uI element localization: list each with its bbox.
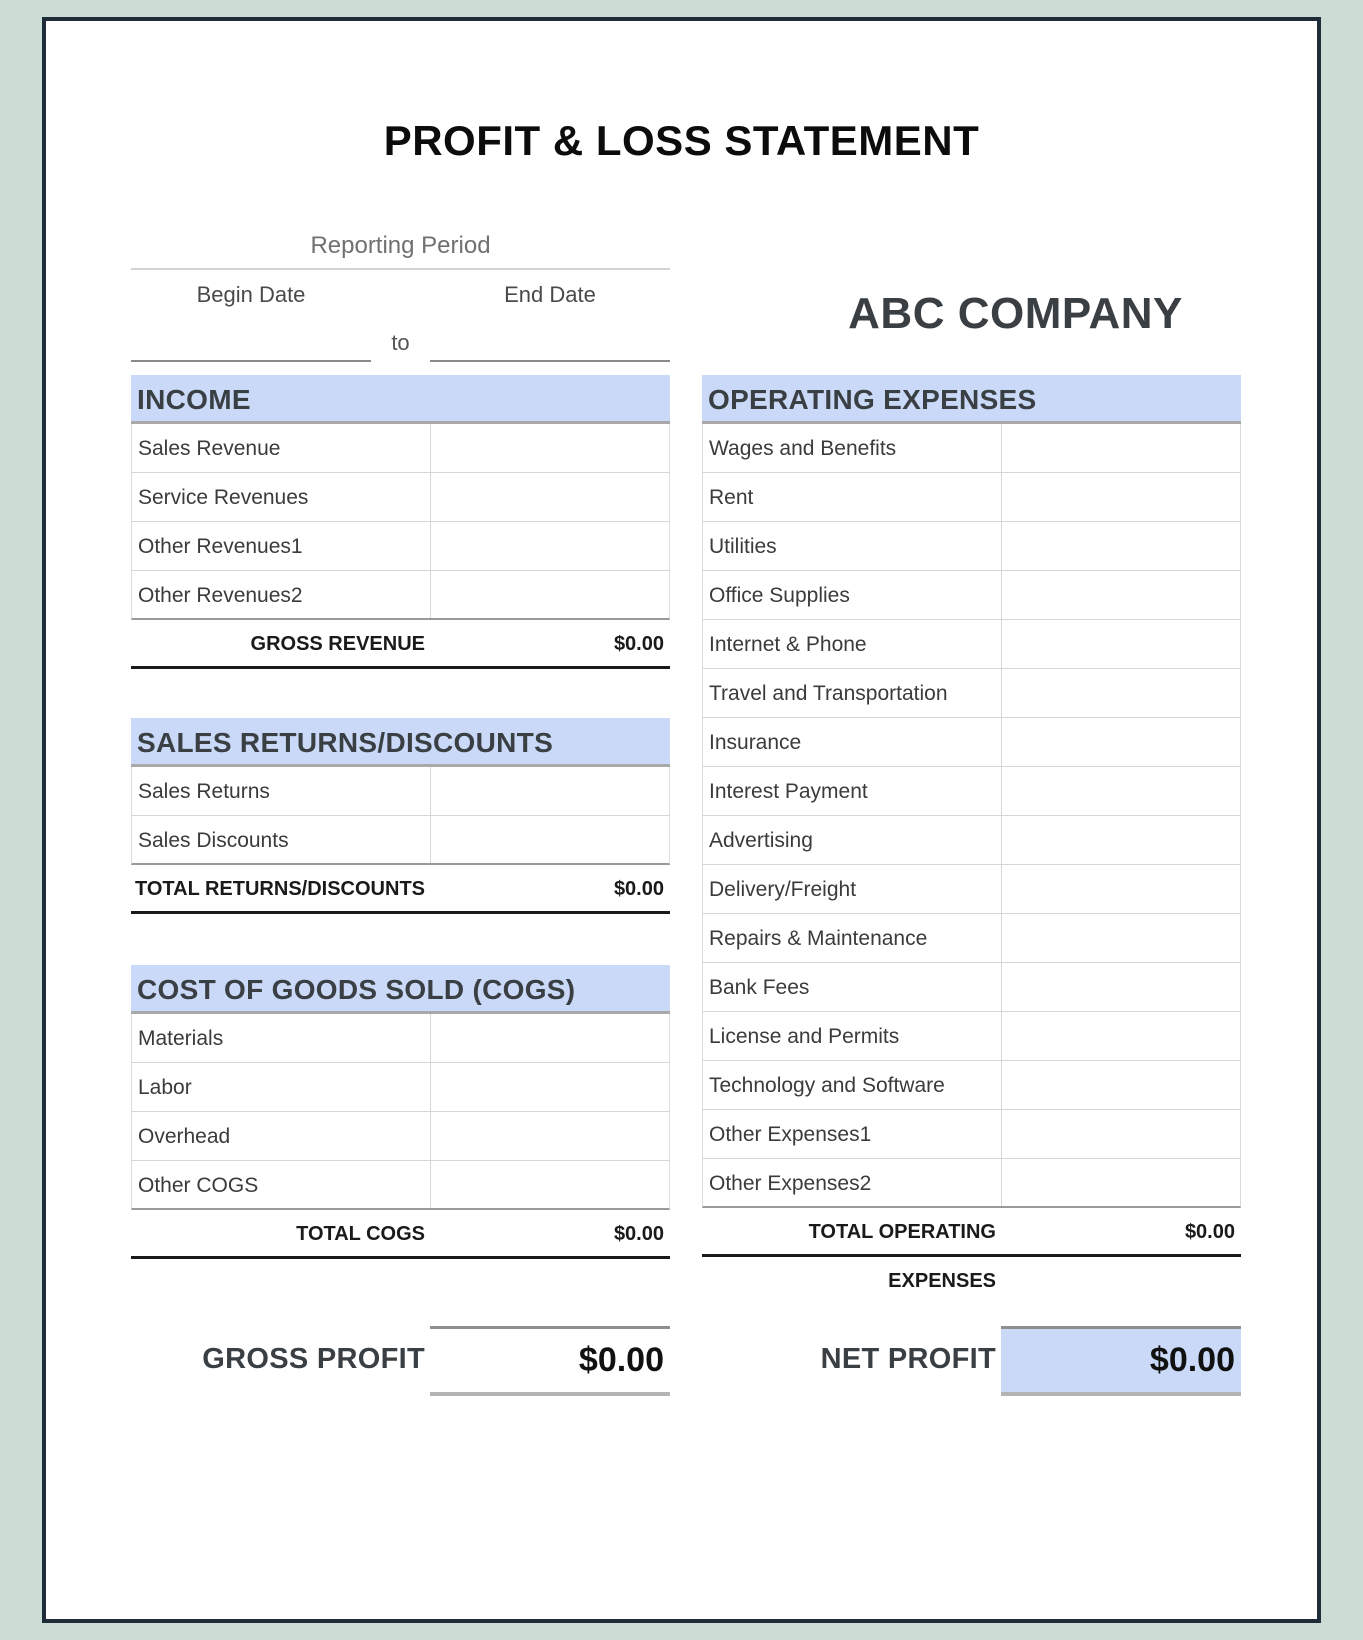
page-title: PROFIT & LOSS STATEMENT [383,117,980,164]
amount-cell[interactable] [1002,1061,1240,1109]
row-label: Wages and Benefits [703,424,1002,472]
row-label: License and Permits [703,1012,1002,1060]
row-label: Rent [703,473,1002,521]
table-row [131,1063,670,1112]
amount-cell[interactable] [1002,669,1240,717]
row-label: Internet & Phone [703,620,1002,668]
table-row [131,1014,670,1063]
statement-sheet [42,17,1321,1623]
total-cogs [131,1210,670,1259]
table-row [702,1012,1241,1061]
amount-cell[interactable] [431,1063,669,1111]
table-row [702,1110,1241,1159]
opex-section [702,375,1241,1292]
row-label: Overhead [132,1112,431,1160]
row-label: Insurance [703,718,1002,766]
net-profit [702,1326,1241,1396]
table-row [702,963,1241,1012]
row-label: Other Expenses1 [703,1110,1002,1158]
table-row [131,424,670,473]
gross-profit-value: $0.00 [430,1326,670,1396]
total-operating-expenses [702,1208,1241,1292]
end-date-field[interactable] [430,360,670,362]
row-label: Materials [132,1014,431,1062]
table-row [131,1112,670,1161]
net-profit-value: $0.00 [1001,1326,1241,1396]
income-section [131,375,670,669]
table-row [702,669,1241,718]
table-row [702,424,1241,473]
table-row [131,473,670,522]
cogs-section [131,965,670,1259]
row-label: Other Revenues1 [132,522,431,570]
table-row [702,914,1241,963]
amount-cell[interactable] [1002,522,1240,570]
period-dates [131,270,670,368]
table-row [702,718,1241,767]
gross-profit [131,1326,670,1396]
row-label: Sales Discounts [132,816,431,863]
row-label: Travel and Transportation [703,669,1002,717]
opex-header: OPERATING EXPENSES [702,375,1241,424]
total-value: $0.00 [1184,1221,1235,1243]
amount-cell[interactable] [1002,865,1240,913]
amount-cell[interactable] [431,522,669,570]
row-label: Technology and Software [703,1061,1002,1109]
amount-cell[interactable] [1002,963,1240,1011]
amount-cell[interactable] [431,571,669,618]
table-row [131,522,670,571]
table-row [702,571,1241,620]
amount-cell[interactable] [431,1112,669,1160]
company-name[interactable]: ABC COMPANY [848,289,1183,338]
total-value: $0.00 [613,1223,664,1245]
amount-cell[interactable] [1002,816,1240,864]
amount-cell[interactable] [1002,571,1240,619]
cogs-header: COST OF GOODS SOLD (COGS) [131,965,670,1014]
row-label: Labor [132,1063,431,1111]
total-returns [131,865,670,914]
total-label: TOTAL RETURNS/DISCOUNTS [134,878,425,900]
row-label: Other COGS [132,1161,431,1208]
gross-revenue-total [131,620,670,669]
amount-cell[interactable] [431,816,669,863]
amount-cell[interactable] [431,767,669,815]
to-label: to [391,330,410,355]
table-row [702,816,1241,865]
amount-cell[interactable] [431,424,669,472]
total-value: $0.00 [613,633,664,655]
table-row [702,865,1241,914]
row-label: Other Expenses2 [703,1159,1002,1206]
row-label: Advertising [703,816,1002,864]
row-label: Utilities [703,522,1002,570]
row-label: Service Revenues [132,473,431,521]
amount-cell[interactable] [1002,424,1240,472]
table-row [702,620,1241,669]
row-label: Office Supplies [703,571,1002,619]
table-row [131,571,670,620]
reporting-period-label: Reporting Period [131,232,670,270]
gross-profit-label: GROSS PROFIT [202,1343,425,1375]
row-label: Delivery/Freight [703,865,1002,913]
begin-date-field[interactable] [131,360,371,362]
total-value: $0.00 [613,878,664,900]
total-label: GROSS REVENUE [250,633,425,655]
table-row [131,767,670,816]
amount-cell[interactable] [1002,914,1240,962]
returns-header: SALES RETURNS/DISCOUNTS [131,718,670,767]
table-row [702,522,1241,571]
amount-cell[interactable] [431,1161,669,1208]
row-label: Repairs & Maintenance [703,914,1002,962]
amount-cell[interactable] [1002,1012,1240,1060]
table-row [702,1159,1241,1208]
end-date-label: End Date [504,282,596,307]
row-label: Bank Fees [703,963,1002,1011]
amount-cell[interactable] [1002,620,1240,668]
returns-section [131,718,670,914]
table-row [131,816,670,865]
table-row [702,767,1241,816]
row-label: Sales Revenue [132,424,431,472]
amount-cell[interactable] [431,1014,669,1062]
amount-cell[interactable] [1002,473,1240,521]
amount-cell[interactable] [431,473,669,521]
begin-date-label: Begin Date [196,282,306,307]
amount-cell[interactable] [1002,1159,1240,1206]
row-label: Interest Payment [703,767,1002,815]
total-label: TOTAL OPERATING EXPENSES [808,1221,996,1292]
total-label: TOTAL COGS [296,1223,425,1245]
amount-cell[interactable] [1002,718,1240,766]
reporting-period [131,232,670,368]
amount-cell[interactable] [1002,767,1240,815]
income-header: INCOME [131,375,670,424]
amount-cell[interactable] [1002,1110,1240,1158]
table-row [131,1161,670,1210]
table-row [702,473,1241,522]
row-label: Other Revenues2 [132,571,431,618]
table-row [702,1061,1241,1110]
net-profit-label: NET PROFIT [820,1343,996,1375]
row-label: Sales Returns [132,767,431,815]
